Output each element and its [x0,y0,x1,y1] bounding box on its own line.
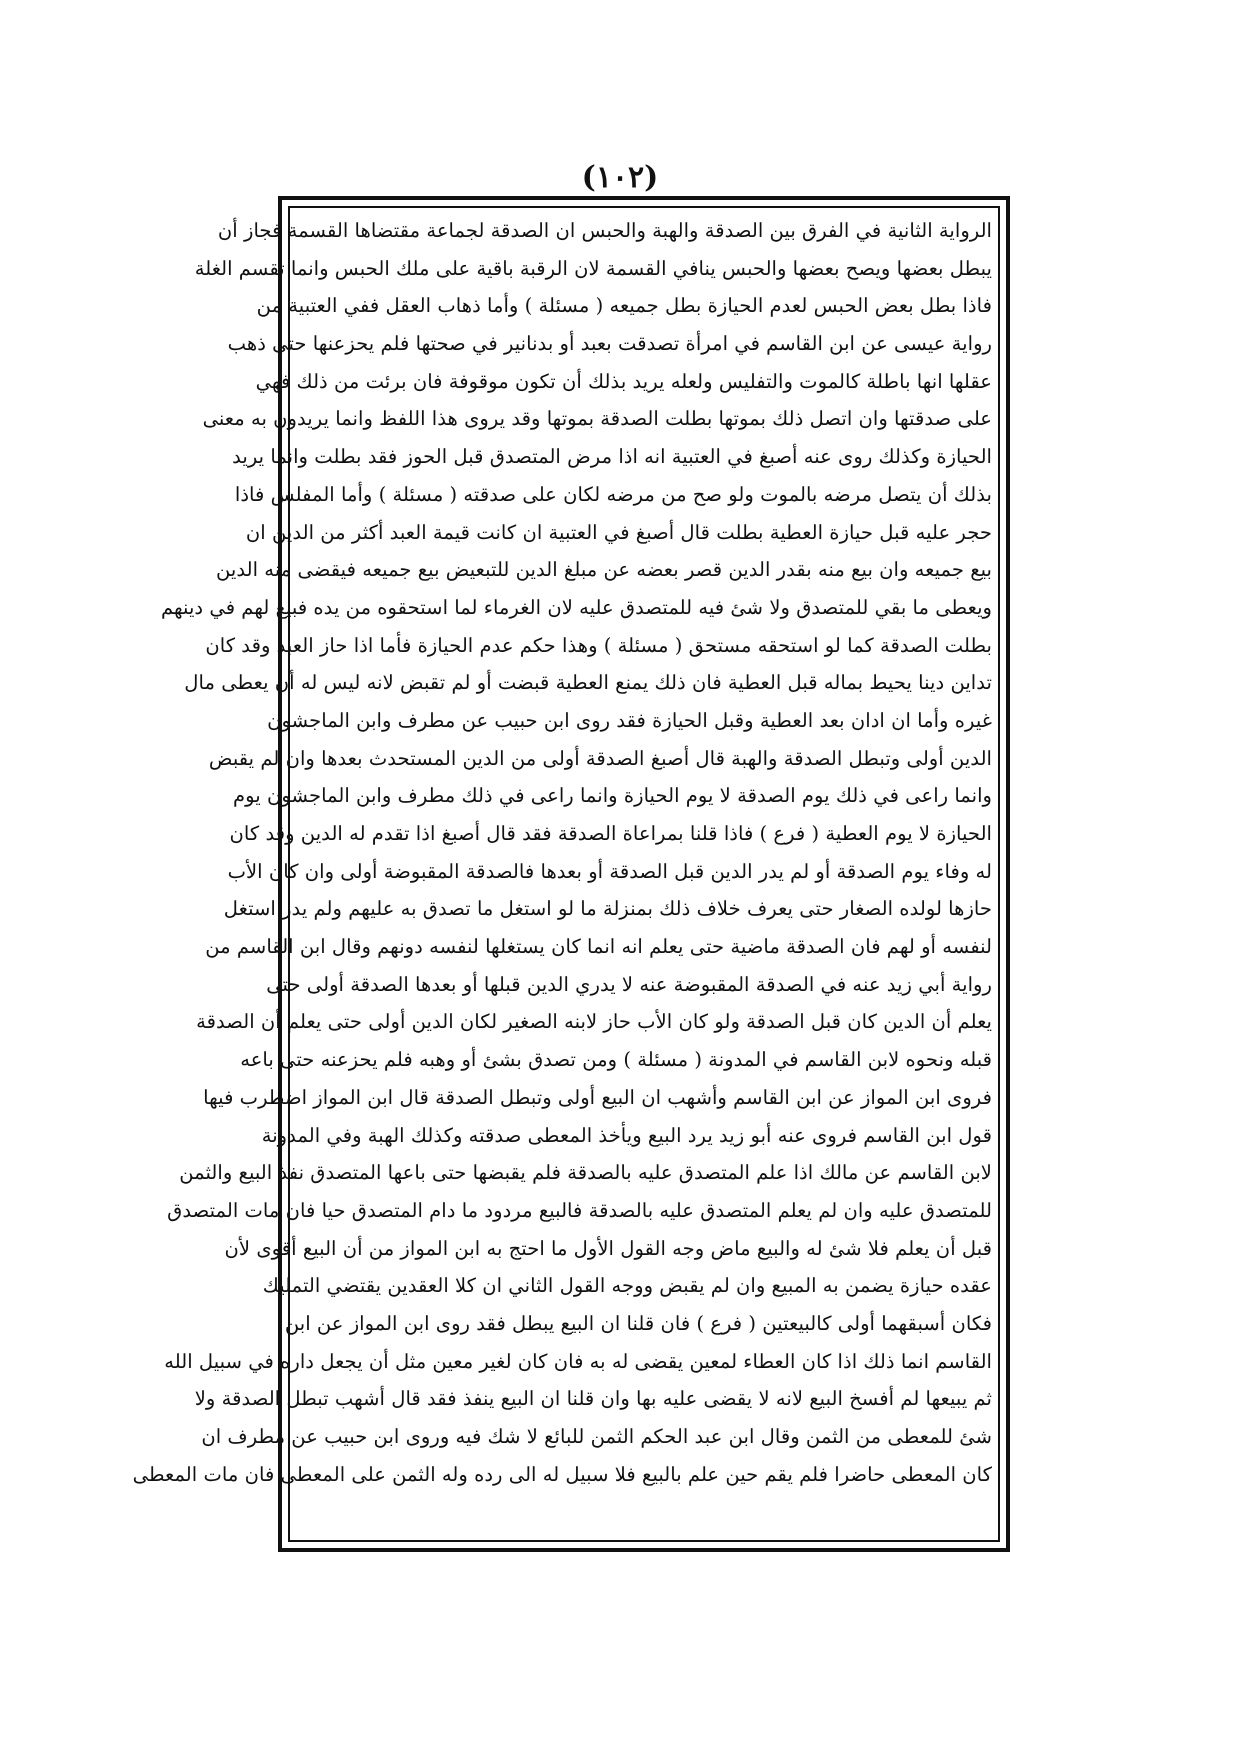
text-line: يبطل بعضها ويصح بعضها والحبس ينافي القسمة لان الرقبة باقية على ملك الحبس وانما تقسم الغلة [194,256,992,280]
text-line: كان المعطى حاضرا فلم يقم حين علم بالبيع فلا سبيل له الى رده وله الثمن على المعطى فان مات المعطى [132,1462,992,1486]
text-line: لنفسه أو لهم فان الصدقة ماضية حتى يعلم انه انما كان يستغلها لنفسه دونهم وقال ابن القاسم من [205,935,992,959]
text-line: رواية أبي زيد عنه في الصدقة المقبوضة عنه لا يدري الدين قبلها أو بعدها الصدقة أولى حتى [266,972,992,996]
text-line: فاذا بطل بعض الحبس لعدم الحيازة بطل جميعه ( مسئلة ) وأما ذهاب العقل ففي العتبية من [256,294,992,318]
text-line: عقلها انها باطلة كالموت والتفليس ولعله يريد بذلك أن تكون موقوفة فان برئت من ذلك فهي [255,369,992,393]
text-line: للمتصدق عليه وان لم يعلم المتصدق عليه بالصدقة فالبيع مردود ما دام المتصدق حيا فان مات المتصدق [167,1198,992,1222]
text-line: يعلم أن الدين كان قبل الصدقة ولو كان الأب حاز لابنه الصغير لكان الدين أولى حتى يعلم أن الصدقة [196,1010,992,1034]
text-line: ثم يبيعها لم أفسخ البيع لانه لا يقضى عليه بها وان قلنا ان البيع ينفذ فقد قال أشهب تبطل الصدقة ولا [194,1387,992,1411]
text-line: تداين دينا يحيط بماله قبل العطية فان ذلك يمنع العطية قبضت أو لم تقبض لانه ليس له أن يعطى مال [184,671,992,695]
text-line: القاسم انما ذلك اذا كان العطاء لمعين يقضى له به فان كان لغير معين مثل أن يجعل داره في سبيل الله [164,1349,992,1373]
text-line: على صدقتها وان اتصل ذلك بموتها بطلت الصدقة بموتها وقد يروى هذا اللفظ وانما يريدون به معنى [202,407,992,431]
text-line: الدين أولى وتبطل الصدقة والهبة قال أصبغ الصدقة أولى من الدين المستحدث بعدها وان لم يقبض [208,746,992,770]
text-line: بيع جميعه وان بيع منه بقدر الدين قصر بعضه عن مبلغ الدين للتبعيض بيع جميعه فيقضى منه الدين [216,558,992,582]
text-line: الرواية الثانية في الفرق بين الصدقة والهبة والحبس ان الصدقة لجماعة مقتضاها القسمة فجاز أن [217,219,992,242]
text-block [132,206,1000,1542]
text-line: له وفاء يوم الصدقة أو لم يدر الدين قبل الصدقة أو بعدها فالصدقة المقبوضة أولى وان كان الأب [227,859,992,883]
text-line: قبله ونحوه لابن القاسم في المدونة ( مسئلة ) ومن تصدق بشئ أو وهبه فلم يحزعنه حتى باعه [240,1048,992,1072]
text-line: الحيازة وكذلك روى عنه أصبغ في العتبية انه اذا مرض المتصدق قبل الحوز فقد بطلت وانما يريد [232,445,992,469]
text-line: قبل أن يعلم فلا شئ له والبيع ماض وجه القول الأول ما احتج به ابن المواز من أن البيع أقوى لأن [224,1236,992,1260]
text-line: وانما راعى في ذلك يوم الصدقة لا يوم الحيازة وانما راعى في ذلك مطرف وابن الماجشون يوم [233,784,992,808]
text-line: قول ابن القاسم فروى عنه أبو زيد يرد البيع ويأخذ المعطى صدقته وكذلك الهبة وفي المدونة [261,1123,992,1147]
page-number: (١٠٢) [581,160,659,195]
text-line: فكان أسبقهما أولى كالبيعتين ( فرع ) فان قلنا ان البيع يبطل فقد روى ابن المواز عن ابن [284,1311,992,1335]
text-line: بطلت الصدقة كما لو استحقه مستحق ( مسئلة ) وهذا حكم عدم الحيازة فأما اذا حاز العبد وقد كان [205,633,992,657]
text-line: ويعطى ما بقي للمتصدق ولا شئ فيه للمتصدق عليه لان الغرماء لما استحقوه من يده فبيع لهم في دينهم [160,595,992,619]
text-line: فروى ابن المواز عن ابن القاسم وأشهب ان البيع أولى وتبطل الصدقة قال ابن المواز اضطرب فيها [203,1085,992,1109]
text-line: لابن القاسم عن مالك اذا علم المتصدق عليه بالصدقة فلم يقبضها حتى باعها المتصدق نفذ البيع والثمن [179,1161,992,1185]
text-line: رواية عيسى عن ابن القاسم في امرأة تصدقت بعبد أو بدنانير في صحتها فلم يحزعنها حتى ذهب [227,332,992,356]
text-line: شئ للمعطى من الثمن وقال ابن عبد الحكم الثمن للبائع لا شك فيه وروى ابن حبيب عن مطرف ان [201,1425,992,1448]
text-line: حجر عليه قبل حيازة العطية بطلت قال أصبغ في العتبية ان كانت قيمة العبد أكثر من الدين ان [245,520,992,544]
text-line: الحيازة لا يوم العطية ( فرع ) فاذا قلنا بمراعاة الصدقة فقد قال أصبغ اذا تقدم له الدين وقد كان [229,822,992,845]
text-line: بذلك أن يتصل مرضه بالموت ولو صح من مرضه لكان على صدقته ( مسئلة ) وأما المفلس فاذا [234,482,992,506]
text-line: عقده حيازة يضمن به المبيع وان لم يقبض ووجه القول الثاني ان كلا العقدين يقتضي التمليك [262,1274,992,1298]
text-line: غيره وأما ان ادان بعد العطية وقبل الحيازة فقد روى ابن حبيب عن مطرف وابن الماجشون [267,708,992,732]
page-frame [132,196,1010,1552]
text-line: حازها لولده الصغار حتى يعرف خلاف ذلك بمنزلة ما لو استغل ما تصدق به عليهم ولم يدر استغل [223,897,992,921]
